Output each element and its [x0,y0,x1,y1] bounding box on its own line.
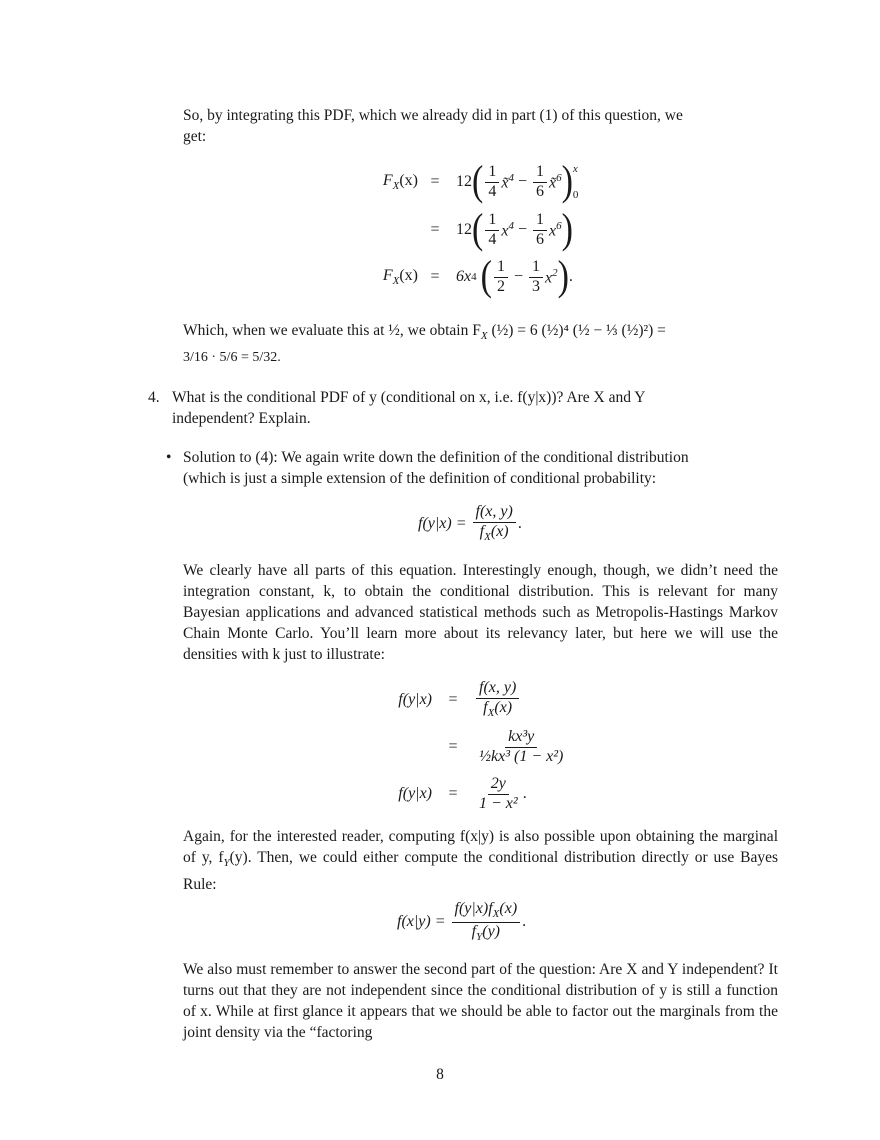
bayes-rule-equation: f(x|y) = $\frac{f(y|x)f_X(x)}{f_Y(y)}$ . [397,899,527,943]
paragraph-integration-constant: We clearly have all parts of this equation. Interestingly enough, though, we didn’t need the integration constant, k, to obtain the conditional distribution. This is relevant for many Bayesian applications and advanced statistical methods such as Metropolis-Hastings Markov Chain Monte Carlo. You’ll learn more about its relevancy later, but here we will use the densities with k just to illustrate: [183,562,778,663]
intro-line-2: get: [183,128,207,145]
paragraph-independence: We also must remember to answer the second part of the question: Are X and Y independent? It turns out that they are not independent since the conditional distribution of y is still a function of x. While at first glance it appears that we should be able to factor out the marginals from the joint density via the “factoring [183,961,778,1041]
solution-line-1: Solution to (4): We again write down the definition of the conditional distribution [183,449,689,466]
derivation-row-1: f(y|x) = $\frac{f(x, y)}{f_X(x)}$ [0,678,880,722]
evaluate-line-1: Which, when we evaluate this at ½, we obtain $F_X$ (½) = 6 (½)⁴ (½ − ⅓ (½)²) = [183,322,666,343]
question-line-2: independent? Explain. [172,410,311,427]
conditional-definition-equation: f(y|x) = $\frac{f(x, y)}{f_X(x)}$ . [418,503,522,544]
cdf-row-3: $F_X(x)$ = 6x 4 ( $\frac{1}{2}$ − $\frac{1}{3}$ $x^2$ ) . [382,253,573,300]
intro-line-1: So, by integrating this PDF, which we already did in part (1) of this question, we [183,107,683,124]
solution-line-2: (which is just a simple extension of the definition of conditional probability: [183,470,657,487]
cdf-row-1: $F_X(x)$ = 12 ( $\frac{1}{4}$ x̃$^4$ − $\frac{1}{6}$ x̃$^6$ ) x 0 [382,158,579,205]
evaluate-line-2: 3/16 · 5/6 = 5/32. [183,350,281,365]
question-number: 4. [148,389,160,406]
page-number: 8 [436,1066,444,1083]
derivation-row-2: = $\frac{\text{kx³y}}{\text{½kx³ (1 − x²)}}$ [448,727,564,765]
question-line-1: What is the conditional PDF of y (conditional on x, i.e. f(y|x))? Are X and Y [172,389,646,406]
paragraph-bayes: Again, for the interested reader, computing f(x|y) is also possible upon obtaining the marginal of y, $f_Y(y)$. Then, we could either compute the conditional distribution directly or use Bayes Rule: [183,828,778,894]
cdf-row-2: = 12 ( $\frac{1}{4}$ $x^4$ − $\frac{1}{6}$ $x^6$ ) [430,206,573,253]
derivation-row-3: f(y|x) = $\frac{2y}{\text{1 − x²}}$ . [398,774,527,812]
bullet: • [166,449,172,466]
